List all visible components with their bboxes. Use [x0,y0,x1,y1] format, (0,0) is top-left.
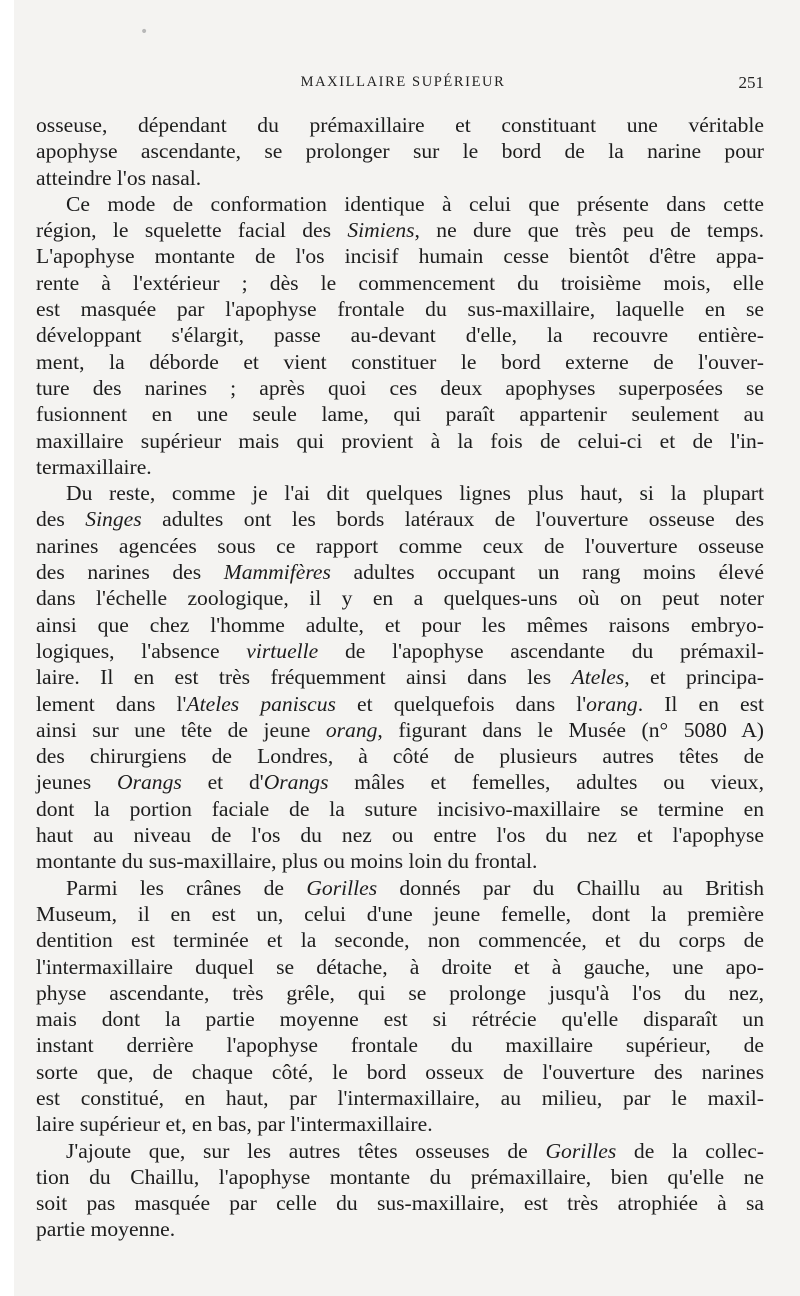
scan-margin [0,0,14,1296]
text-line: rente à l'extérieur ; dès le commencement du troisième mois, elle [36,270,764,295]
scan-speck: • [140,24,149,40]
text-line: soit pas masquée par celle du sus-maxillaire, est très atrophiée à sa [36,1191,764,1216]
text-line: Du reste, comme je l'ai dit quelques lignes plus haut, si la plupart [66,481,764,506]
text-line: montante du sus-maxillaire, plus ou moins loin du frontal. [36,849,538,874]
text-line: des Singes adultes ont les bords latéraux de l'ouverture osseuse des [36,507,764,532]
text-line: ment, la déborde et vient constituer le bord externe de l'ouver- [36,349,764,374]
text-line: est masquée par l'apophyse frontale du sus-maxillaire, laquelle en se [36,297,764,322]
text-line: dont la portion faciale de la suture incisivo-maxillaire se termine en [36,796,764,821]
running-header [40,74,766,96]
text-line: logiques, l'absence virtuelle de l'apophyse ascendante du prémaxil- [36,638,764,663]
page-number: 251 [738,73,764,92]
text-line: J'ajoute que, sur les autres têtes osseuses de Gorilles de la collec- [66,1138,764,1163]
text-line: ture des narines ; après quoi ces deux apophyses superposées se [36,375,764,400]
text-line: lement dans l'Ateles paniscus et quelquefois dans l'orang. Il en est [36,691,765,716]
text-line: termaxillaire. [36,454,152,479]
text-line: haut au niveau de l'os du nez ou entre l'os du nez et l'apophyse [36,823,764,848]
text-line: dans l'échelle zoologique, il y en a quelques-uns où on peut noter [36,586,764,611]
text-line: ainsi que chez l'homme adulte, et pour les mêmes raisons embryo- [36,612,764,637]
text-line: osseuse, dépendant du prémaxillaire et constituant une véritable [36,113,764,137]
text-line: région, le squelette facial des Simiens, ne dure que très peu de temps. [36,218,764,243]
text-line: L'apophyse montante de l'os incisif humain cesse bientôt d'être appa- [36,244,764,269]
text-line: des chirurgiens de Londres, à côté de plusieurs autres têtes de [36,744,764,769]
body-text [36,112,764,1243]
text-line: dentition est terminée et la seconde, non commencée, et du corps de [36,928,764,953]
text-line: développant s'élargit, passe au-devant d'elle, la recouvre entière- [36,323,764,348]
text-line: apophyse ascendante, se prolonger sur le bord de la narine pour [36,139,764,164]
text-line: instant derrière l'apophyse frontale du maxillaire supérieur, de [36,1033,764,1058]
text-line: est constitué, en haut, par l'intermaxillaire, au milieu, par le maxil- [36,1085,764,1110]
text-line: jeunes Orangs et d'Orangs mâles et femelles, adultes ou vieux, [36,770,764,795]
text-line: partie moyenne. [36,1217,176,1242]
text-line: fusionnent en une seule lame, qui paraît appartenir seulement au [36,402,764,427]
text-line: tion du Chaillu, l'apophyse montante du prémaxillaire, bien qu'elle ne [36,1164,764,1189]
text-line: physe ascendante, très grêle, qui se prolonge jusqu'à l'os du nez, [36,980,764,1005]
running-title: MAXILLAIRE SUPÉRIEUR [300,74,506,90]
text-line: Parmi les crânes de Gorilles donnés par du Chaillu au British [66,875,764,900]
text-line: mais dont la partie moyenne est si rétrécie qu'elle disparaît un [36,1007,764,1032]
text-line: narines agencées sous ce rapport comme ceux de l'ouverture osseuse [36,533,764,558]
text-line: des narines des Mammifères adultes occupant un rang moins élevé [36,560,764,585]
text-line: maxillaire supérieur mais qui provient à la fois de celui-ci et de l'in- [36,428,764,453]
text-line: laire supérieur et, en bas, par l'intermaxillaire. [36,1112,433,1137]
text-line: Museum, il en est un, celui d'une jeune femelle, dont la première [36,901,764,926]
text-line: l'intermaxillaire duquel se détache, à droite et à gauche, une apo- [36,954,764,979]
text-line: Ce mode de conformation identique à celui que présente dans cette [66,191,764,216]
text-line: atteindre l'os nasal. [36,165,202,190]
text-line: ainsi sur une tête de jeune orang, figurant dans le Musée (n° 5080 A) [36,717,764,742]
text-line: laire. Il en est très fréquemment ainsi dans les Ateles, et principa- [36,665,764,690]
text-line: sorte que, de chaque côté, le bord osseux de l'ouverture des narines [36,1059,764,1084]
